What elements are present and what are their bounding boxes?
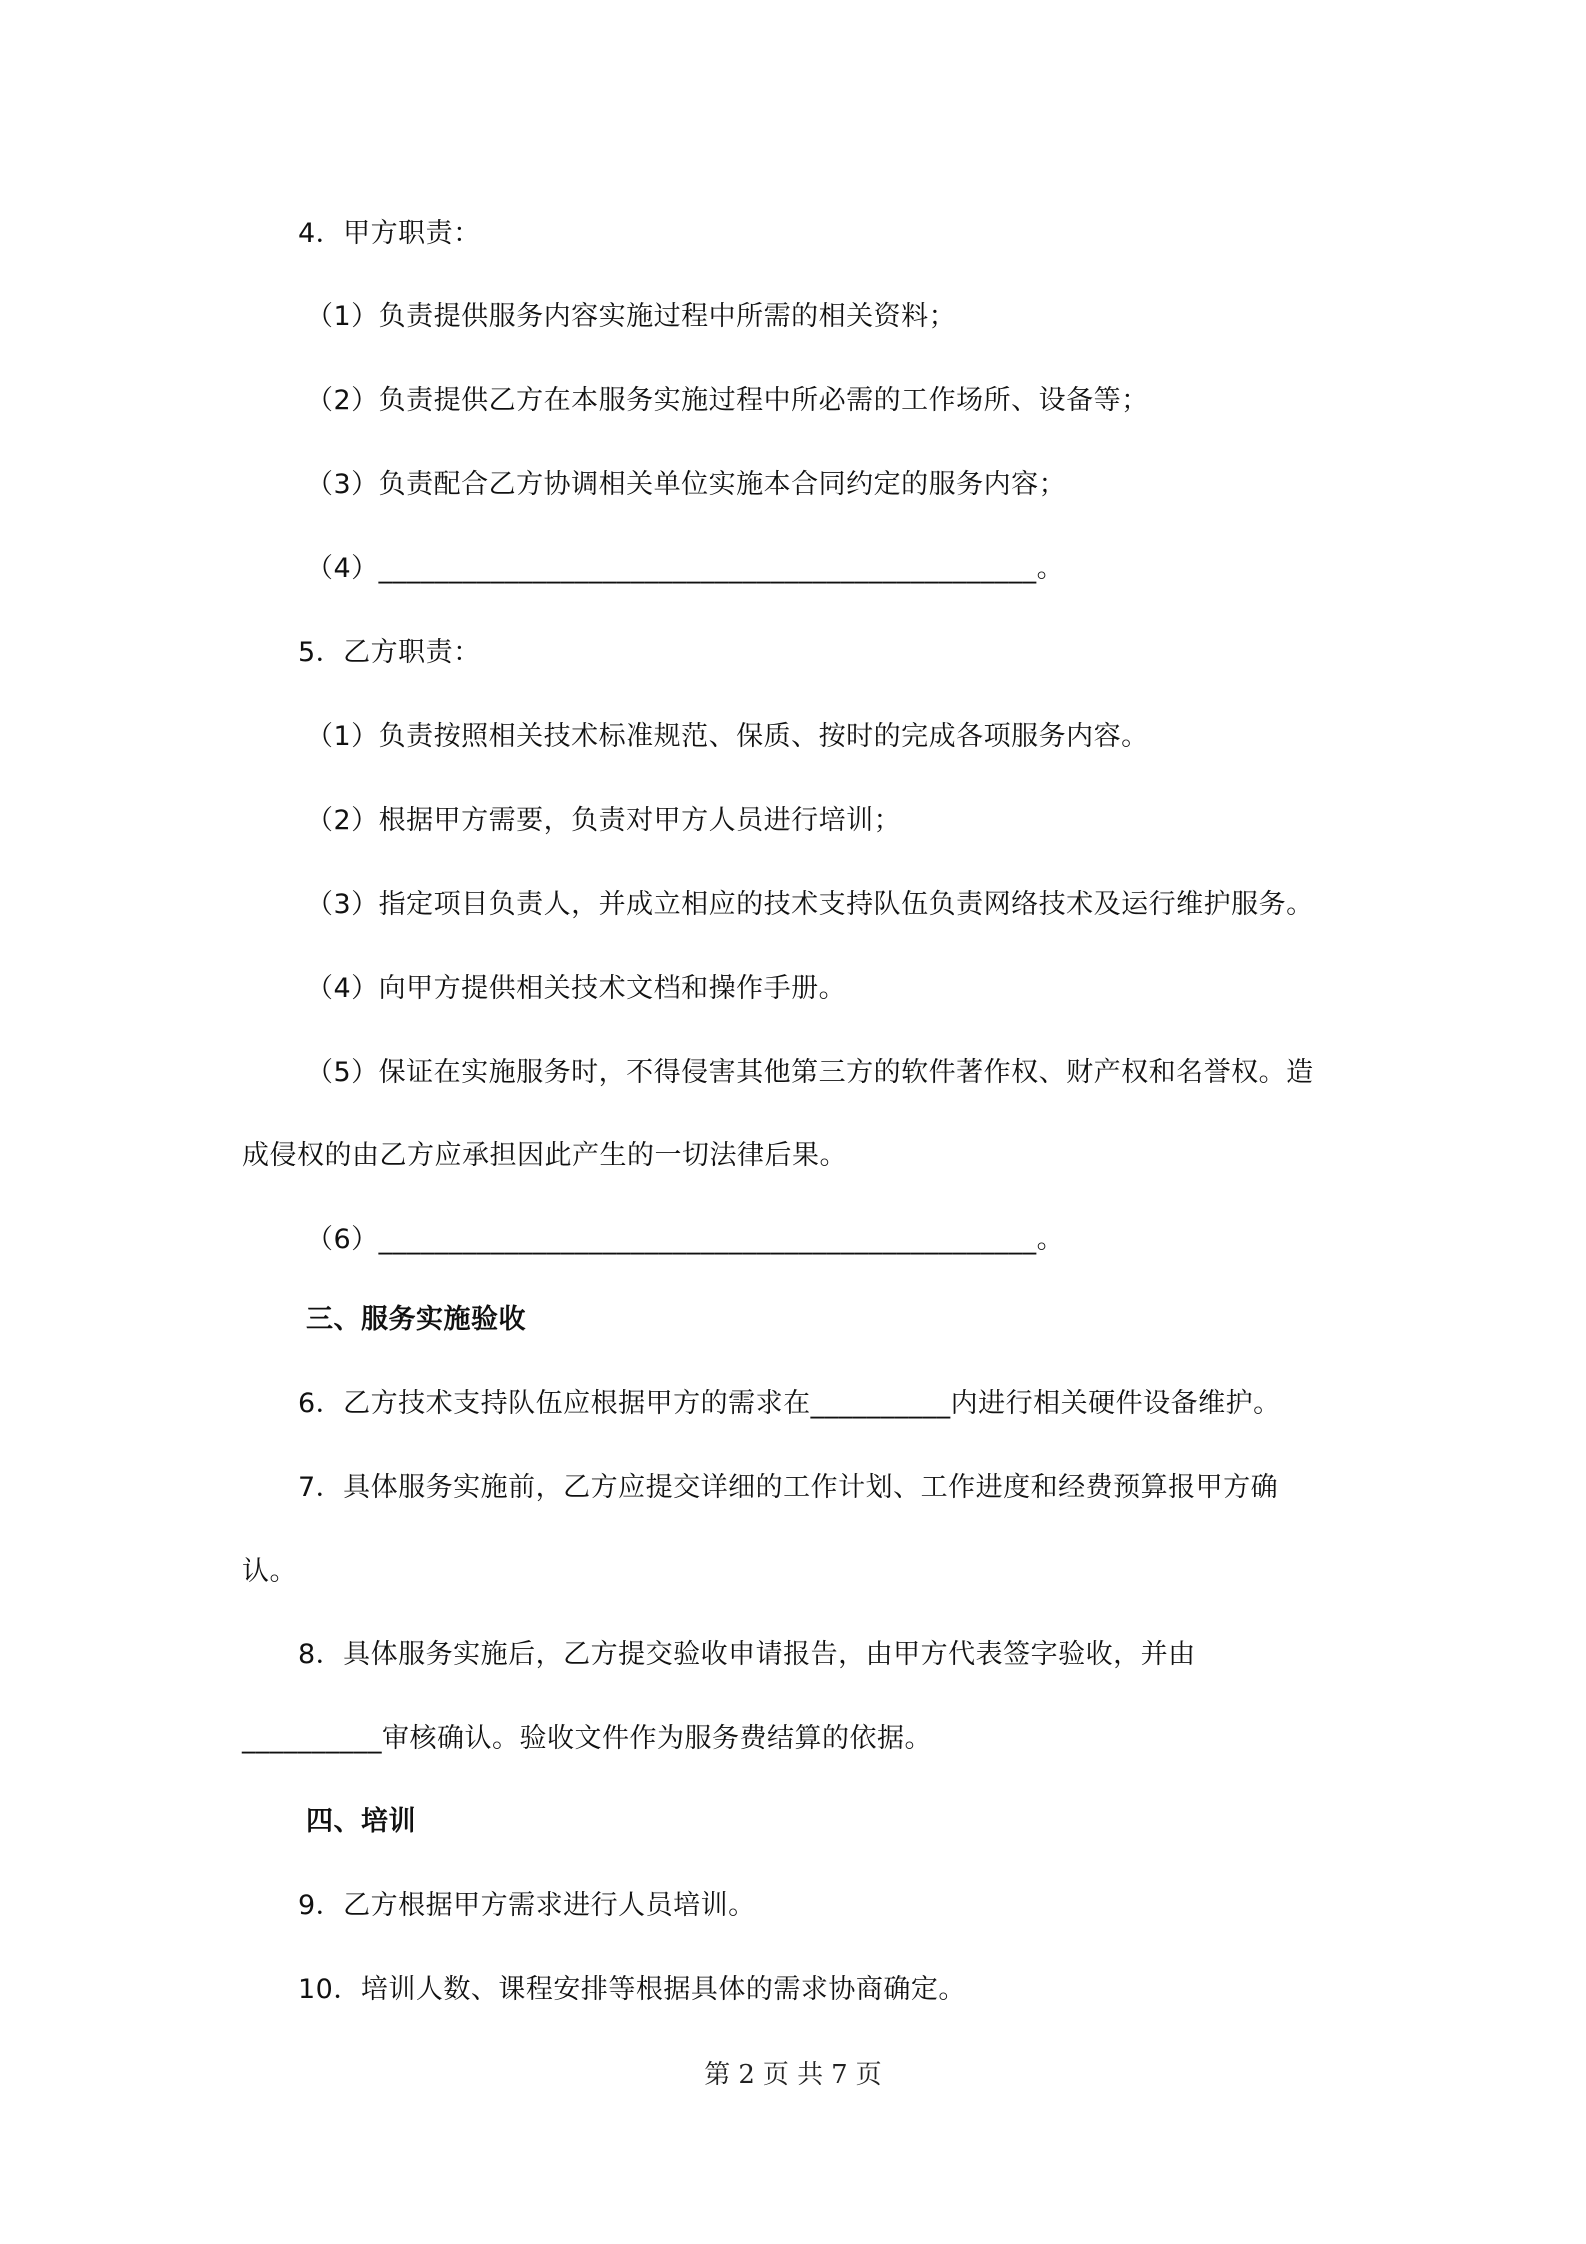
clause-4-item-3: （3）负责配合乙方协调相关单位实施本合同约定的服务内容； <box>306 469 1067 500</box>
clause-5-item-1: （1）负责按照相关技术标准规范、保质、按时的完成各项服务内容。 <box>306 721 1149 752</box>
clause-6: 6．乙方技术支持队伍应根据甲方的需求在__________内进行相关硬件设备维护。 <box>298 1388 1281 1419</box>
clause-5-item-5-line-1: （5）保证在实施服务时，不得侵害其他第三方的软件著作权、财产权和名誉权。造 <box>306 1057 1314 1088</box>
clause-4-item-2: （2）负责提供乙方在本服务实施过程中所必需的工作场所、设备等； <box>306 385 1149 416</box>
clause-5-item-2: （2）根据甲方需要，负责对甲方人员进行培训； <box>306 805 902 836</box>
clause-7-line-1: 7．具体服务实施前，乙方应提交详细的工作计划、工作进度和经费预算报甲方确 <box>298 1472 1279 1503</box>
section-3-heading: 三、服务实施验收 <box>306 1304 526 1335</box>
clause-8-line-1: 8．具体服务实施后，乙方提交验收申请报告，由甲方代表签字验收，并由 <box>298 1639 1196 1670</box>
footer-prefix: 第 <box>704 2060 731 2090</box>
clause-7-line-2: 认。 <box>242 1556 297 1587</box>
clause-4-item-4-blank: （4）_______________________________________________。 <box>306 553 1065 584</box>
clause-9: 9．乙方根据甲方需求进行人员培训。 <box>298 1890 756 1921</box>
clause-8-line-2: __________审核确认。验收文件作为服务费结算的依据。 <box>242 1723 932 1754</box>
page-footer <box>0 2058 1586 2092</box>
clause-5-heading: 5．乙方职责： <box>298 637 481 668</box>
clause-4-heading: 4．甲方职责： <box>298 218 481 249</box>
clause-5-item-6-blank: （6）_______________________________________________。 <box>306 1224 1065 1255</box>
clause-4-item-1: （1）负责提供服务内容实施过程中所需的相关资料； <box>306 301 957 332</box>
footer-total-pages: 7 <box>831 2060 848 2090</box>
footer-middle: 页 共 <box>762 2060 824 2090</box>
clause-5-item-5-line-2: 成侵权的由乙方应承担因此产生的一切法律后果。 <box>242 1140 847 1171</box>
clause-5-item-4: （4）向甲方提供相关技术文档和操作手册。 <box>306 973 847 1004</box>
section-4-heading: 四、培训 <box>306 1806 416 1837</box>
clause-5-item-3: （3）指定项目负责人，并成立相应的技术支持队伍负责网络技术及运行维护服务。 <box>306 889 1314 920</box>
footer-suffix: 页 <box>855 2060 882 2090</box>
clause-10: 10．培训人数、课程安排等根据具体的需求协商确定。 <box>298 1974 966 2005</box>
footer-page-number: 2 <box>738 2060 755 2090</box>
